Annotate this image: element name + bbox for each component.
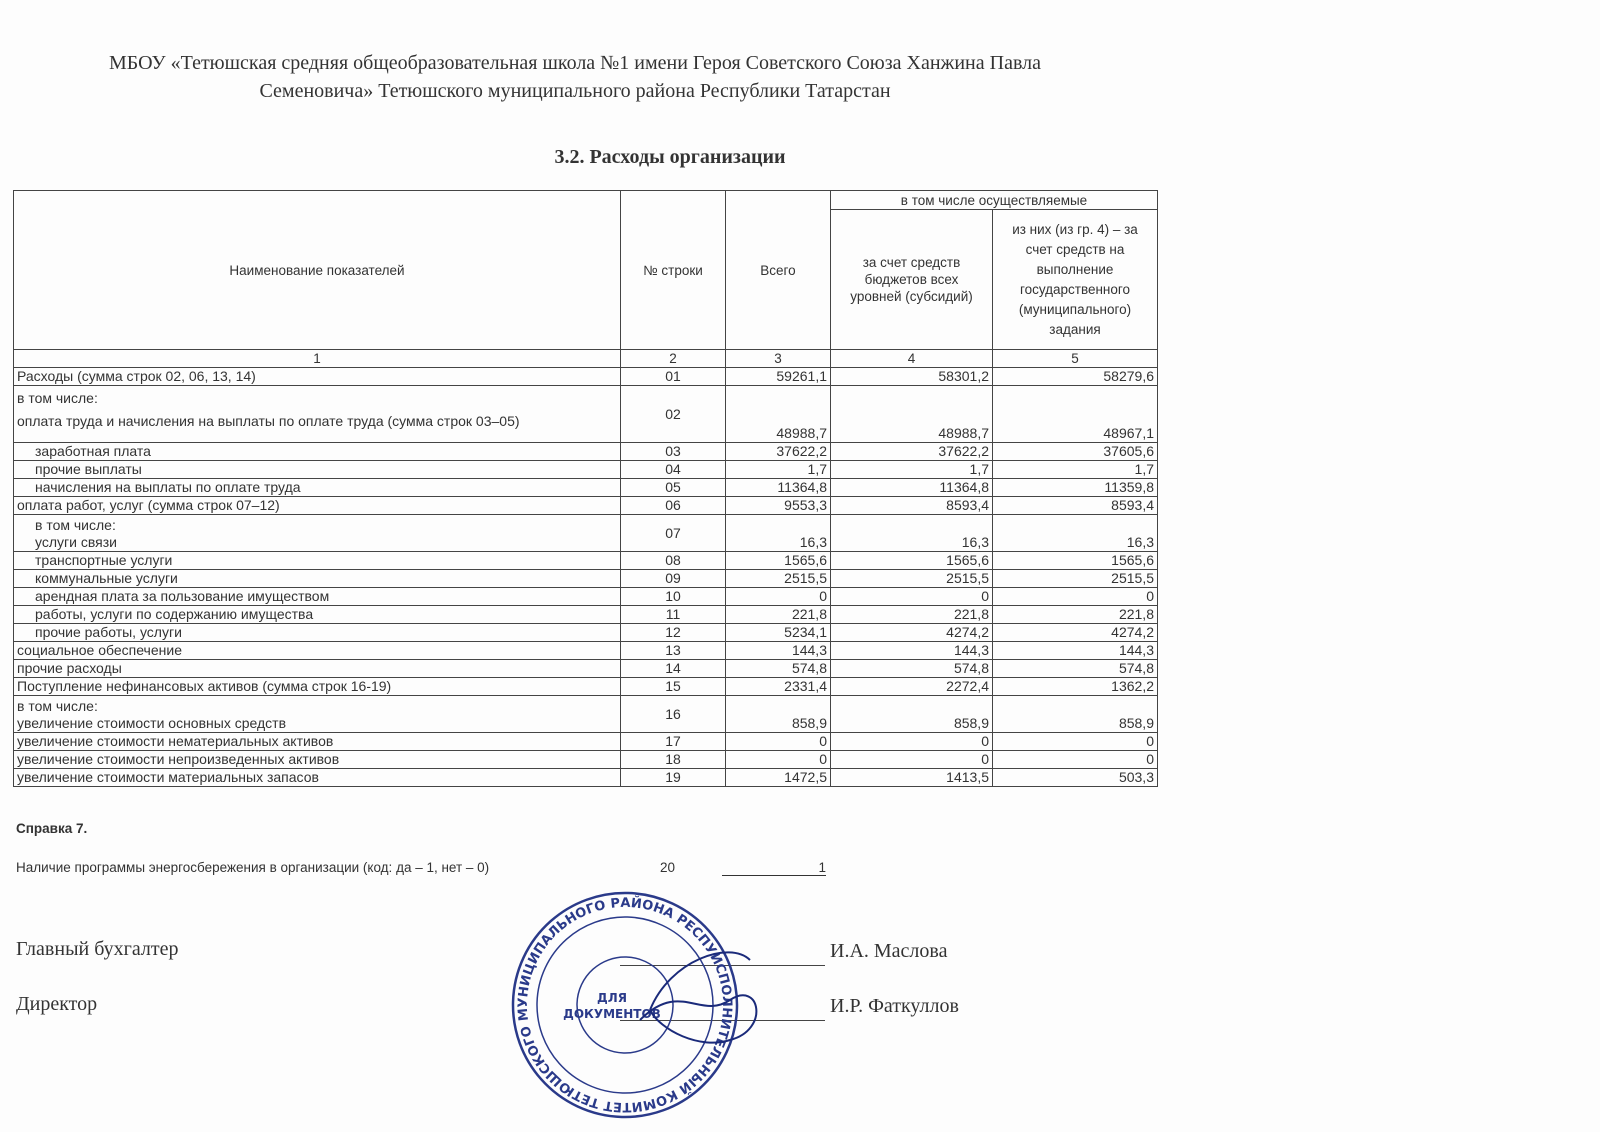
row-label: Расходы (сумма строк 02, 06, 13, 14): [17, 368, 256, 384]
row-code: 05: [621, 479, 726, 497]
row-total: 1,7: [726, 461, 831, 479]
row-name: [14, 660, 621, 678]
row-code: 12: [621, 624, 726, 642]
table-row: [14, 368, 1158, 386]
table-row: [14, 678, 1158, 696]
note-value: 1: [722, 860, 826, 876]
row-code: 14: [621, 660, 726, 678]
row-name: [14, 368, 621, 386]
row-label: увеличение стоимости непроизведенных активов: [17, 751, 340, 767]
row-prefix: в том числе:: [17, 390, 98, 406]
row-name: [14, 624, 621, 642]
row-code: 07: [621, 515, 726, 552]
row-total: 1472,5: [726, 769, 831, 787]
row-task: 1362,2: [993, 678, 1158, 696]
row-budget: 11364,8: [831, 479, 993, 497]
row-label: коммунальные услуги: [35, 570, 178, 586]
row-task: 0: [993, 588, 1158, 606]
row-code: 19: [621, 769, 726, 787]
table-row: [14, 769, 1158, 787]
row-task: 16,3: [993, 515, 1158, 552]
row-label: транспортные услуги: [35, 552, 173, 568]
row-label: прочие расходы: [17, 660, 122, 676]
row-task: 0: [993, 751, 1158, 769]
row-code: 09: [621, 570, 726, 588]
row-name: [14, 769, 621, 787]
row-task: 221,8: [993, 606, 1158, 624]
row-name: [14, 461, 621, 479]
row-name: [14, 606, 621, 624]
row-budget: 1565,6: [831, 552, 993, 570]
table-row: [14, 696, 1158, 733]
row-label: социальное обеспечение: [17, 642, 182, 658]
row-code: 06: [621, 497, 726, 515]
row-label: прочие работы, услуги: [35, 624, 182, 640]
expenses-table: [13, 190, 1158, 787]
row-budget: 858,9: [831, 696, 993, 733]
table-row: [14, 570, 1158, 588]
table-row: [14, 386, 1158, 443]
table-row: [14, 660, 1158, 678]
table-row: [14, 443, 1158, 461]
director-name: И.Р. Фаткуллов: [830, 995, 959, 1017]
row-total: 144,3: [726, 642, 831, 660]
row-total: 0: [726, 588, 831, 606]
row-code: 13: [621, 642, 726, 660]
col-number: 4: [831, 350, 993, 368]
row-task: 48967,1: [993, 386, 1158, 443]
row-name: [14, 733, 621, 751]
organization-name-line2: Семеновича» Тетюшского муниципального района Республики Татарстан: [259, 80, 891, 102]
row-code: 15: [621, 678, 726, 696]
row-code: 02: [621, 386, 726, 443]
table-row: [14, 733, 1158, 751]
row-task: 8593,4: [993, 497, 1158, 515]
row-code: 10: [621, 588, 726, 606]
table-row: [14, 751, 1158, 769]
col-number: 3: [726, 350, 831, 368]
table-row: [14, 624, 1158, 642]
row-total: 11364,8: [726, 479, 831, 497]
row-label: начисления на выплаты по оплате труда: [35, 479, 301, 495]
row-task: 37605,6: [993, 443, 1158, 461]
row-total: 2515,5: [726, 570, 831, 588]
row-name: [14, 386, 621, 443]
row-label: Поступление нефинансовых активов (сумма строк 16-19): [17, 678, 392, 694]
row-name: [14, 479, 621, 497]
row-task: 858,9: [993, 696, 1158, 733]
row-label: заработная плата: [35, 443, 151, 459]
row-name: [14, 443, 621, 461]
col-number: 2: [621, 350, 726, 368]
table-row: [14, 588, 1158, 606]
row-label: оплата работ, услуг (сумма строк 07–12): [17, 497, 280, 513]
signature-scribble: [640, 952, 756, 1042]
row-name: [14, 751, 621, 769]
header-task: из них (из гр. 4) – за счет средств на выполнение государственного (муниципального) задания: [993, 210, 1158, 350]
row-task: 144,3: [993, 642, 1158, 660]
row-total: 48988,7: [726, 386, 831, 443]
row-code: 03: [621, 443, 726, 461]
chief-accountant-name: И.А. Маслова: [830, 940, 948, 962]
row-name: [14, 515, 621, 552]
table-row: [14, 515, 1158, 552]
row-budget: 144,3: [831, 642, 993, 660]
table-row: [14, 642, 1158, 660]
row-total: 5234,1: [726, 624, 831, 642]
row-budget: 37622,2: [831, 443, 993, 461]
note-code: 20: [660, 860, 676, 875]
row-budget: 0: [831, 733, 993, 751]
row-budget: 574,8: [831, 660, 993, 678]
row-code: 16: [621, 696, 726, 733]
row-task: 0: [993, 733, 1158, 751]
header-row-number: № строки: [621, 191, 726, 350]
table-row: [14, 552, 1158, 570]
row-label: увеличение стоимости основных средств: [17, 715, 287, 731]
row-label: прочие выплаты: [35, 461, 142, 477]
svg-text:ДЛЯ: ДЛЯ: [597, 991, 627, 1005]
table-row: [14, 461, 1158, 479]
row-total: 59261,1: [726, 368, 831, 386]
row-label: увеличение стоимости материальных запасов: [17, 769, 319, 785]
row-total: 9553,3: [726, 497, 831, 515]
chief-accountant-label: Главный бухгалтер: [16, 938, 179, 960]
row-budget: 58301,2: [831, 368, 993, 386]
row-task: 503,3: [993, 769, 1158, 787]
table-row: [14, 479, 1158, 497]
section-title: 3.2. Расходы организации: [554, 146, 786, 168]
row-budget: 221,8: [831, 606, 993, 624]
row-budget: 0: [831, 588, 993, 606]
organization-name-line1: МБОУ «Тетюшская средняя общеобразовательная школа №1 имени Героя Советского Союза Ханжина Павла: [109, 52, 1041, 74]
row-code: 17: [621, 733, 726, 751]
official-stamp: [500, 880, 760, 1130]
row-total: 37622,2: [726, 443, 831, 461]
row-code: 01: [621, 368, 726, 386]
row-budget: 48988,7: [831, 386, 993, 443]
row-total: 0: [726, 751, 831, 769]
col-number: 5: [993, 350, 1158, 368]
col-number: 1: [14, 350, 621, 368]
row-label: арендная плата за пользование имуществом: [35, 588, 330, 604]
row-budget: 4274,2: [831, 624, 993, 642]
row-name: [14, 552, 621, 570]
row-code: 11: [621, 606, 726, 624]
row-code: 18: [621, 751, 726, 769]
row-code: 04: [621, 461, 726, 479]
row-name: [14, 588, 621, 606]
row-task: 4274,2: [993, 624, 1158, 642]
row-label: услуги связи: [35, 534, 117, 550]
row-budget: 16,3: [831, 515, 993, 552]
row-name: [14, 497, 621, 515]
row-budget: 2272,4: [831, 678, 993, 696]
row-name: [14, 696, 621, 733]
row-task: 11359,8: [993, 479, 1158, 497]
header-total: Всего: [726, 191, 831, 350]
row-total: 574,8: [726, 660, 831, 678]
note-text: Наличие программы энергосбережения в организации (код: да – 1, нет – 0): [16, 860, 490, 875]
director-label: Директор: [16, 993, 98, 1015]
row-label: оплата труда и начисления на выплаты по оплате труда (сумма строк 03–05): [17, 413, 520, 429]
row-name: [14, 642, 621, 660]
row-total: 221,8: [726, 606, 831, 624]
header-name: Наименование показателей: [14, 191, 621, 350]
row-total: 0: [726, 733, 831, 751]
row-budget: 8593,4: [831, 497, 993, 515]
row-task: 2515,5: [993, 570, 1158, 588]
row-total: 1565,6: [726, 552, 831, 570]
row-name: [14, 570, 621, 588]
row-total: 2331,4: [726, 678, 831, 696]
table-row: [14, 497, 1158, 515]
row-code: 08: [621, 552, 726, 570]
header-group: в том числе осуществляемые: [831, 191, 1158, 210]
row-task: 58279,6: [993, 368, 1158, 386]
row-budget: 2515,5: [831, 570, 993, 588]
row-task: 574,8: [993, 660, 1158, 678]
row-budget: 1,7: [831, 461, 993, 479]
row-name: [14, 678, 621, 696]
header-budget: за счет средств бюджетов всех уровней (субсидий): [831, 210, 993, 350]
row-budget: 0: [831, 751, 993, 769]
row-total: 16,3: [726, 515, 831, 552]
row-prefix: в том числе:: [35, 517, 116, 533]
row-task: 1,7: [993, 461, 1158, 479]
svg-text:ИСПОЛНИТЕЛЬНЫЙ КОМИТЕТ ТЕТЮШСК: ИСПОЛНИТЕЛЬНЫЙ КОМИТЕТ ТЕТЮШСКОГО МУНИЦИПАЛЬНОГО РАЙОНА РЕСПУБЛИКИ: [515, 895, 735, 1115]
table-row: [14, 606, 1158, 624]
row-total: 858,9: [726, 696, 831, 733]
row-label: увеличение стоимости нематериальных активов: [17, 733, 334, 749]
row-task: 1565,6: [993, 552, 1158, 570]
row-prefix: в том числе:: [17, 698, 98, 714]
row-budget: 1413,5: [831, 769, 993, 787]
row-label: работы, услуги по содержанию имущества: [35, 606, 314, 622]
svg-text:ДОКУМЕНТОВ: ДОКУМЕНТОВ: [563, 1007, 661, 1021]
note-title: Справка 7.: [16, 821, 88, 836]
